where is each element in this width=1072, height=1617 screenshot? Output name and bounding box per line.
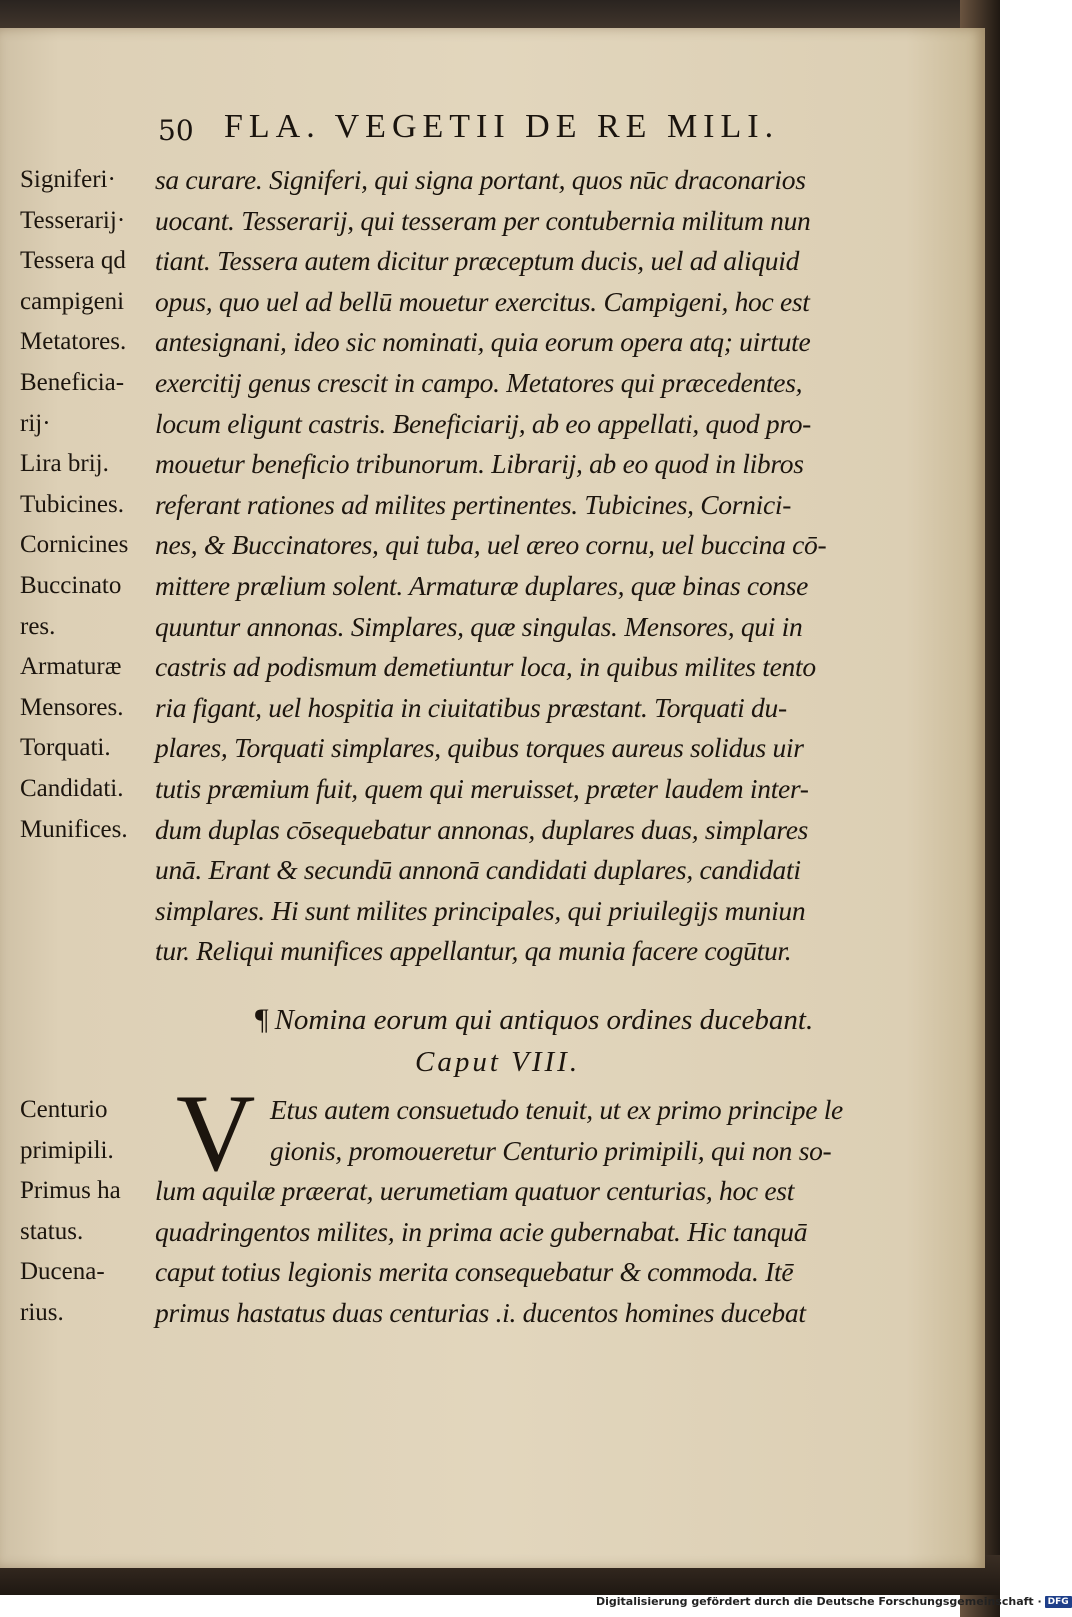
text-line: gionis, promoueretur Centurio primipili, qui non so- [270, 1134, 832, 1166]
margin-note: Lira brij. [20, 450, 109, 478]
text-line: exercitij genus crescit in campo. Metatores qui præcedentes, [155, 366, 803, 398]
text-line: primus hastatus duas centurias .i. ducentos homines ducebat [155, 1296, 806, 1328]
drop-cap-letter: V [176, 1072, 256, 1194]
margin-note: Beneficia- [20, 368, 125, 396]
margin-note: Munifices. [20, 815, 128, 843]
text-line: sa curare. Signiferi, qui signa portant, quos nūc draconarios [155, 164, 806, 195]
margin-note: res. [20, 612, 56, 640]
text-line: antesignani, ideo sic nominati, quia eorum opera atq; uirtute [155, 326, 811, 358]
margin-note: rius. [20, 1298, 64, 1326]
text-line: opus, quo uel ad bellū mouetur exercitus. Campigeni, hoc est [155, 285, 810, 317]
text-line: caput totius legionis merita consequebatur & commoda. Itē [155, 1256, 794, 1288]
text-line: Etus autem consuetudo tenuit, ut ex primo principe le [270, 1094, 843, 1125]
page-number: 50 [158, 114, 194, 147]
margin-note: rij· [20, 409, 51, 437]
margin-notes-bottom [20, 1090, 160, 1334]
margin-note: Tubicines. [20, 490, 124, 518]
margin-note: Candidati. [20, 774, 124, 802]
text-line: ria figant, uel hospitia in ciuitatibus præstant. Torquati du- [155, 691, 787, 723]
text-line: locum eligunt castris. Beneficiarij, ab eo appellati, quod pro- [155, 407, 812, 439]
text-line: simplares. Hi sunt milites principales, qui priuilegijs muniun [155, 894, 806, 926]
text-line: plares, Torquati simplares, quibus torques aureus solidus uir [155, 732, 804, 764]
margin-note: Cornicines [20, 531, 129, 559]
body-text-bottom [155, 1090, 895, 1334]
text-line: dum duplas cōsequebatur annonas, duplares duas, simplares [155, 813, 809, 845]
margin-note: Torquati. [20, 734, 111, 762]
text-line: tutis præmium fuit, quem qui meruisset, præter laudem inter- [155, 772, 809, 804]
margin-note: Tesserarij· [20, 206, 126, 234]
text-line: unā. Erant & secundū annonā candidati duplares, candidati [155, 854, 801, 886]
text-line: uocant. Tesserarij, qui tesseram per contubernia militum nun [155, 204, 811, 236]
margin-note: Centurio [20, 1096, 108, 1123]
margin-note: primipili. [20, 1136, 114, 1164]
margin-note: campigeni [20, 287, 125, 315]
body-text-top [155, 160, 895, 972]
chapter-heading [255, 1003, 895, 1037]
running-head: FLA. VEGETII DE RE MILI. [224, 108, 780, 145]
text-line: tur. Reliqui munifices appellantur, qa munia facere cogūtur. [155, 935, 792, 967]
margin-note: Mensores. [20, 693, 124, 721]
text-line: quadringentos milites, in prima acie gubernabat. Hic tanquā [155, 1215, 808, 1247]
text-line: nes, & Buccinatores, qui tuba, uel æreo cornu, uel buccina cō- [155, 529, 827, 561]
text-line: tiant. Tessera autem dicitur præceptum ducis, uel ad aliquid [155, 245, 800, 277]
text-line: referant rationes ad milites pertinentes. Tubicines, Cornici- [155, 488, 792, 520]
margin-note: Tessera qd [20, 247, 126, 275]
dfg-logo: DFG [1045, 1596, 1072, 1608]
margin-note: Metatores. [20, 328, 127, 356]
text-line: mouetur beneficio tribunorum. Librarij, ab eo quod in libros [155, 448, 804, 480]
credit-text: Digitalisierung gefördert durch die Deutsche Forschungsgemeinschaft · [596, 1595, 1042, 1608]
margin-note: status. [20, 1217, 84, 1245]
margin-notes-top [20, 160, 160, 850]
chapter-title: Nomina eorum qui antiquos ordines ducebant. [274, 1004, 814, 1036]
text-line: lum aquilæ præerat, uerumetiam quatuor centurias, hoc est [155, 1175, 795, 1207]
pilcrow-icon: ¶ [255, 1003, 269, 1036]
page-header [158, 108, 858, 152]
chapter-number: Caput VIII. [415, 1046, 581, 1078]
margin-note: Buccinato [20, 571, 122, 599]
text-line: mittere prælium solent. Armaturæ duplares, quæ binas conse [155, 569, 809, 601]
text-line: castris ad podismum demetiuntur loca, in quibus milites tento [155, 651, 816, 683]
margin-note: Signiferi· [20, 166, 116, 193]
margin-note: Ducena- [20, 1258, 105, 1286]
margin-note: Armaturæ [20, 653, 122, 681]
text-line: quuntur annonas. Simplares, quæ singulas. Mensores, qui in [155, 610, 803, 642]
margin-note: Primus ha [20, 1177, 121, 1205]
digitization-credit [596, 1595, 1072, 1613]
